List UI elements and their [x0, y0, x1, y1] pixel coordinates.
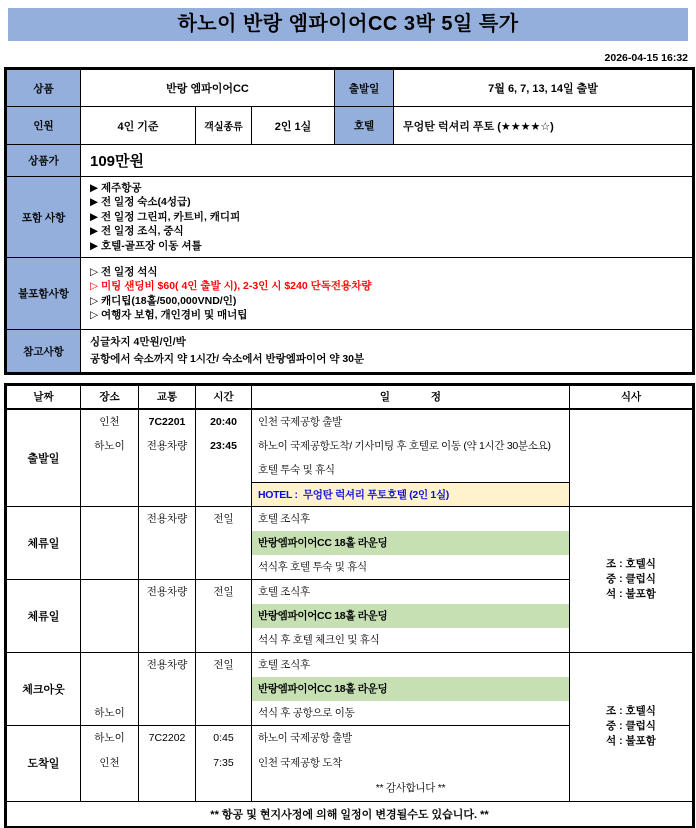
place-line: 하노이 — [94, 439, 125, 452]
transport-cell — [139, 652, 196, 725]
hotel-label: 호텔 — [335, 107, 394, 145]
itinerary-row-checkout — [6, 652, 694, 725]
day-cell: 도착일 — [6, 725, 81, 801]
excluded-list — [81, 258, 694, 330]
time-line: 7:35 — [213, 756, 234, 769]
col-header-transport: 교통 — [139, 385, 196, 409]
departure-value: 7월 6, 7, 13, 14일 출발 — [394, 69, 694, 107]
meals-cell-empty — [570, 409, 694, 507]
row-product — [6, 69, 694, 107]
place-cell — [81, 579, 139, 652]
day-cell: 체크아웃 — [6, 652, 81, 725]
schedule-cell — [252, 725, 570, 801]
thanks-line: ** 감사합니다 ** — [375, 781, 446, 794]
printed-timestamp: 2026-04-15 16:32 — [604, 52, 688, 64]
place-line: 인천 — [99, 415, 120, 428]
row-included — [6, 177, 694, 258]
page-title: 하노이 반랑 엠파이어CC 3박 5일 특가 — [8, 8, 688, 41]
transport-line: 전용차량 — [146, 512, 188, 525]
row-price — [6, 145, 694, 177]
golf-highlight-line: 반랑엠파이어CC 18홀 라운딩 — [252, 604, 569, 628]
place-line: 하노이 — [94, 731, 125, 744]
schedule-line: 호텔 조식후 — [258, 585, 310, 598]
place-cell — [81, 506, 139, 579]
col-header-place: 장소 — [81, 385, 139, 409]
meals-cell — [570, 652, 694, 801]
transport-line: 전용차량 — [146, 585, 188, 598]
pax-value: 4인 기준 — [81, 107, 196, 145]
day-cell: 출발일 — [6, 409, 81, 507]
footnote: ** 항공 및 현지사정에 의해 일정이 변경될수도 있습니다. ** — [6, 801, 694, 827]
price-label: 상품가 — [6, 145, 81, 177]
place-cell — [81, 725, 139, 801]
transport-cell — [139, 506, 196, 579]
hotel-highlight-line: HOTEL : 무엉탄 럭셔리 푸토호텔 (2인 1실) — [252, 482, 569, 506]
schedule-line: 하노이 국제공항 출발 — [258, 731, 352, 744]
included-item: ▶ 전 일정 숙소(4성급) — [90, 196, 191, 209]
col-header-schedule: 일 정 — [252, 385, 570, 409]
transport-cell — [139, 725, 196, 801]
time-line: 0:45 — [213, 731, 234, 744]
schedule-line: 석식 후 호텔 체크인 및 휴식 — [258, 633, 380, 646]
transport-line: 전용차량 — [146, 439, 188, 452]
place-line: 인천 — [99, 756, 120, 769]
schedule-line: 호텔 조식후 — [258, 658, 310, 671]
meal-breakfast: 조 : 호텔식 — [606, 705, 656, 718]
included-item: ▶ 전 일정 조식, 중식 — [90, 225, 184, 238]
row-excluded — [6, 258, 694, 330]
day-cell: 체류일 — [6, 506, 81, 579]
itinerary-row-stay1 — [6, 506, 694, 579]
included-item: ▶ 호텔-골프장 이동 셔틀 — [90, 239, 202, 252]
time-line: 20:40 — [210, 415, 237, 428]
schedule-line: 호텔 투숙 및 휴식 — [258, 463, 335, 476]
excluded-label: 불포함사항 — [6, 258, 81, 330]
meals-cell — [570, 506, 694, 652]
note-item: 공항에서 숙소까지 약 1시간/ 숙소에서 반랑엠파이어 약 30분 — [90, 353, 365, 366]
day-cell: 체류일 — [6, 579, 81, 652]
time-cell — [196, 652, 252, 725]
itinerary-footnote-row — [6, 801, 694, 827]
excluded-item: ▷ 여행자 보험, 개인경비 및 매너팁 — [90, 308, 248, 321]
itinerary-row-departure — [6, 409, 694, 507]
time-cell — [196, 579, 252, 652]
hotel-value: 무엉탄 럭셔리 푸토 (★★★★☆) — [394, 107, 694, 145]
product-label: 상품 — [6, 69, 81, 107]
meal-lunch: 중 : 클럽식 — [606, 572, 656, 585]
itinerary-table — [4, 383, 695, 828]
notes-list — [81, 330, 694, 374]
meal-dinner: 석 : 불포함 — [606, 587, 656, 600]
place-line: 하노이 — [94, 706, 125, 719]
col-header-date: 날짜 — [6, 385, 81, 409]
pax-label: 인원 — [6, 107, 81, 145]
product-value: 반랑 엠파이어CC — [81, 69, 335, 107]
col-header-time: 시간 — [196, 385, 252, 409]
time-cell — [196, 506, 252, 579]
transport-cell — [139, 579, 196, 652]
flight-number: 7C2201 — [148, 415, 186, 428]
place-cell — [81, 652, 139, 725]
transport-line: 전용차량 — [146, 658, 188, 671]
included-item: ▶ 제주항공 — [90, 182, 142, 194]
excluded-item-alert: ▷ 미팅 샌딩비 $60( 4인 출발 시), 2-3인 시 $240 단독전용차량 — [90, 280, 372, 293]
schedule-line: 석식 후 공항으로 이동 — [258, 706, 355, 719]
product-info-table — [4, 67, 695, 375]
flight-number: 7C2202 — [148, 731, 186, 744]
row-pax-hotel — [6, 107, 694, 145]
time-line: 전일 — [213, 658, 234, 671]
golf-highlight-line: 반랑엠파이어CC 18홀 라운딩 — [252, 531, 569, 555]
time-line: 23:45 — [210, 439, 237, 452]
included-label: 포함 사항 — [6, 177, 81, 258]
schedule-line: 석식후 호텔 투숙 및 휴식 — [258, 560, 367, 573]
golf-highlight-line: 반랑엠파이어CC 18홀 라운딩 — [252, 677, 569, 701]
schedule-cell — [252, 409, 570, 507]
time-line: 전일 — [213, 585, 234, 598]
included-item: ▶ 전 일정 그린피, 카트비, 캐디피 — [90, 210, 241, 223]
excluded-item: ▷ 전 일정 석식 — [90, 265, 158, 278]
meal-lunch: 중 : 클럽식 — [606, 720, 656, 733]
room-type-label: 객실종류 — [196, 107, 252, 145]
meal-dinner: 석 : 불포함 — [606, 735, 656, 748]
price-value: 109만원 — [81, 145, 694, 177]
time-cell — [196, 409, 252, 507]
meal-breakfast: 조 : 호텔식 — [606, 557, 656, 570]
transport-cell — [139, 409, 196, 507]
departure-label: 출발일 — [335, 69, 394, 107]
schedule-line: 인천 국제공항 출발 — [258, 415, 342, 428]
notes-label: 참고사항 — [6, 330, 81, 374]
time-cell — [196, 725, 252, 801]
itinerary-header-row — [6, 385, 694, 409]
row-notes — [6, 330, 694, 374]
schedule-line: 호텔 조식후 — [258, 512, 310, 525]
time-line: 전일 — [213, 512, 234, 525]
col-header-meals: 식사 — [570, 385, 694, 409]
note-item: 싱글차지 4만원/인/박 — [90, 336, 186, 349]
excluded-item: ▷ 캐디팁(18홀/500,000VND/인) — [90, 294, 237, 307]
included-list — [81, 177, 694, 258]
schedule-cell — [252, 506, 570, 579]
schedule-line: 인천 국제공항 도착 — [258, 756, 342, 769]
schedule-cell — [252, 652, 570, 725]
room-type-value: 2인 1실 — [252, 107, 335, 145]
schedule-line: 하노이 국제공항도착/ 기사미팅 후 호텔로 이동 (약 1시간 30분소요) — [258, 439, 551, 452]
schedule-cell — [252, 579, 570, 652]
place-cell — [81, 409, 139, 507]
